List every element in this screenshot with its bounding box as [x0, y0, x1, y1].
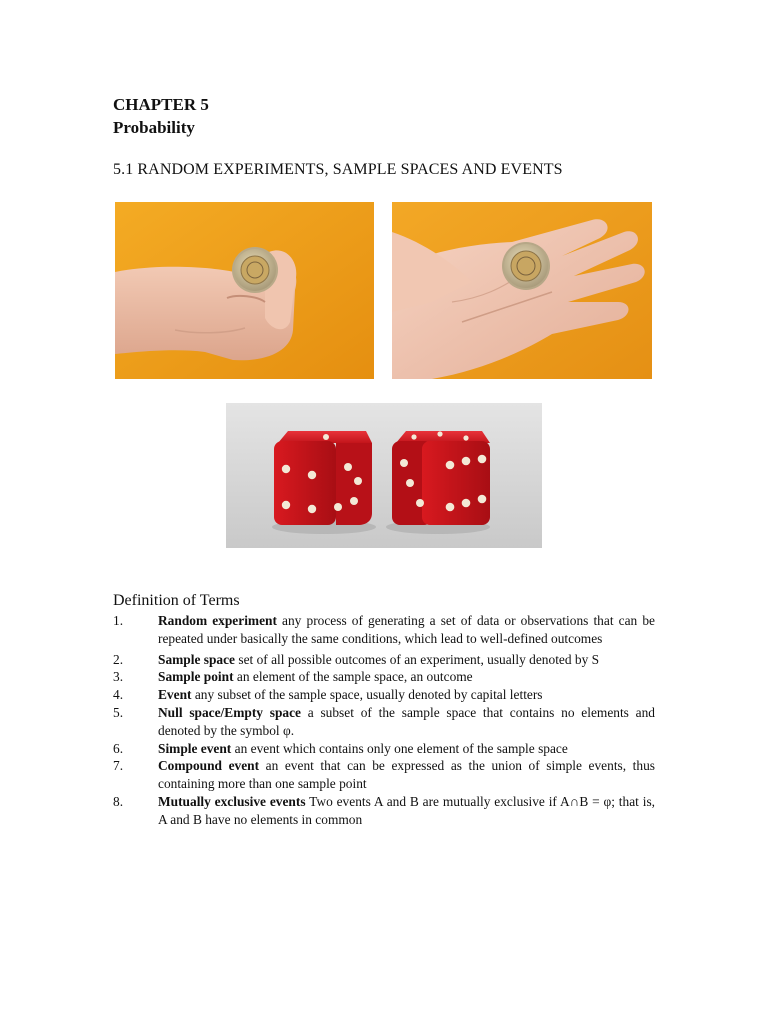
- item-number: 3.: [113, 669, 124, 685]
- item-number: 5.: [113, 704, 124, 720]
- list-item: [113, 757, 655, 793]
- list-item: [113, 793, 655, 829]
- term-label: Event: [158, 687, 192, 703]
- item-number: 8.: [113, 793, 124, 809]
- list-item: [113, 612, 655, 648]
- chapter-number: CHAPTER 5: [113, 95, 209, 114]
- term-label: Compound event: [158, 758, 260, 774]
- term-label: Mutually exclusive events: [158, 793, 306, 809]
- term-definition: any process of generating a set of data or observations that can be repeated under basically the same conditions, which lead to well-defined outcomes: [158, 613, 655, 646]
- section-title: 5.1 RANDOM EXPERIMENTS, SAMPLE SPACES AND EVENTS: [113, 161, 563, 178]
- term-definition: Two events A and B are mutually exclusive if A∩B = φ; that is, A and B have no elements in common: [158, 793, 656, 827]
- item-number: 6.: [113, 740, 124, 756]
- dice-photo: [226, 403, 542, 548]
- definitions-list: [113, 612, 655, 829]
- coin-held-photo: [115, 202, 374, 379]
- term-definition: a subset of the sample space that contains no elements and denoted by the symbol φ.: [158, 704, 655, 738]
- term-definition: an event that can be expressed as the union of simple events, thus containing more than one sample point: [158, 758, 655, 792]
- term-label: Sample point: [158, 669, 234, 685]
- list-item: [113, 704, 655, 740]
- term-label: Simple event: [158, 740, 232, 756]
- term-label: Random experiment: [158, 613, 277, 628]
- list-item: [113, 740, 655, 758]
- term-label: Null space/Empty space: [158, 704, 301, 720]
- item-number: 4.: [113, 687, 124, 703]
- term-definition: any subset of the sample space, usually denoted by capital letters: [194, 687, 543, 703]
- definitions-heading: Definition of Terms: [113, 592, 240, 609]
- item-number: 7.: [113, 758, 124, 774]
- item-number: 2.: [113, 651, 124, 667]
- term-definition: set of all possible outcomes of an experiment, usually denoted by S: [238, 651, 600, 667]
- term-label: Sample space: [158, 651, 235, 667]
- item-number: 1.: [113, 613, 124, 628]
- list-item: [113, 686, 655, 704]
- coin-on-palm-photo: [392, 202, 652, 379]
- term-definition: an event which contains only one element of the sample space: [234, 740, 568, 756]
- chapter-title: Probability: [113, 118, 195, 137]
- list-item: [113, 668, 655, 686]
- list-item: [113, 651, 655, 669]
- term-definition: an element of the sample space, an outcome: [236, 669, 473, 685]
